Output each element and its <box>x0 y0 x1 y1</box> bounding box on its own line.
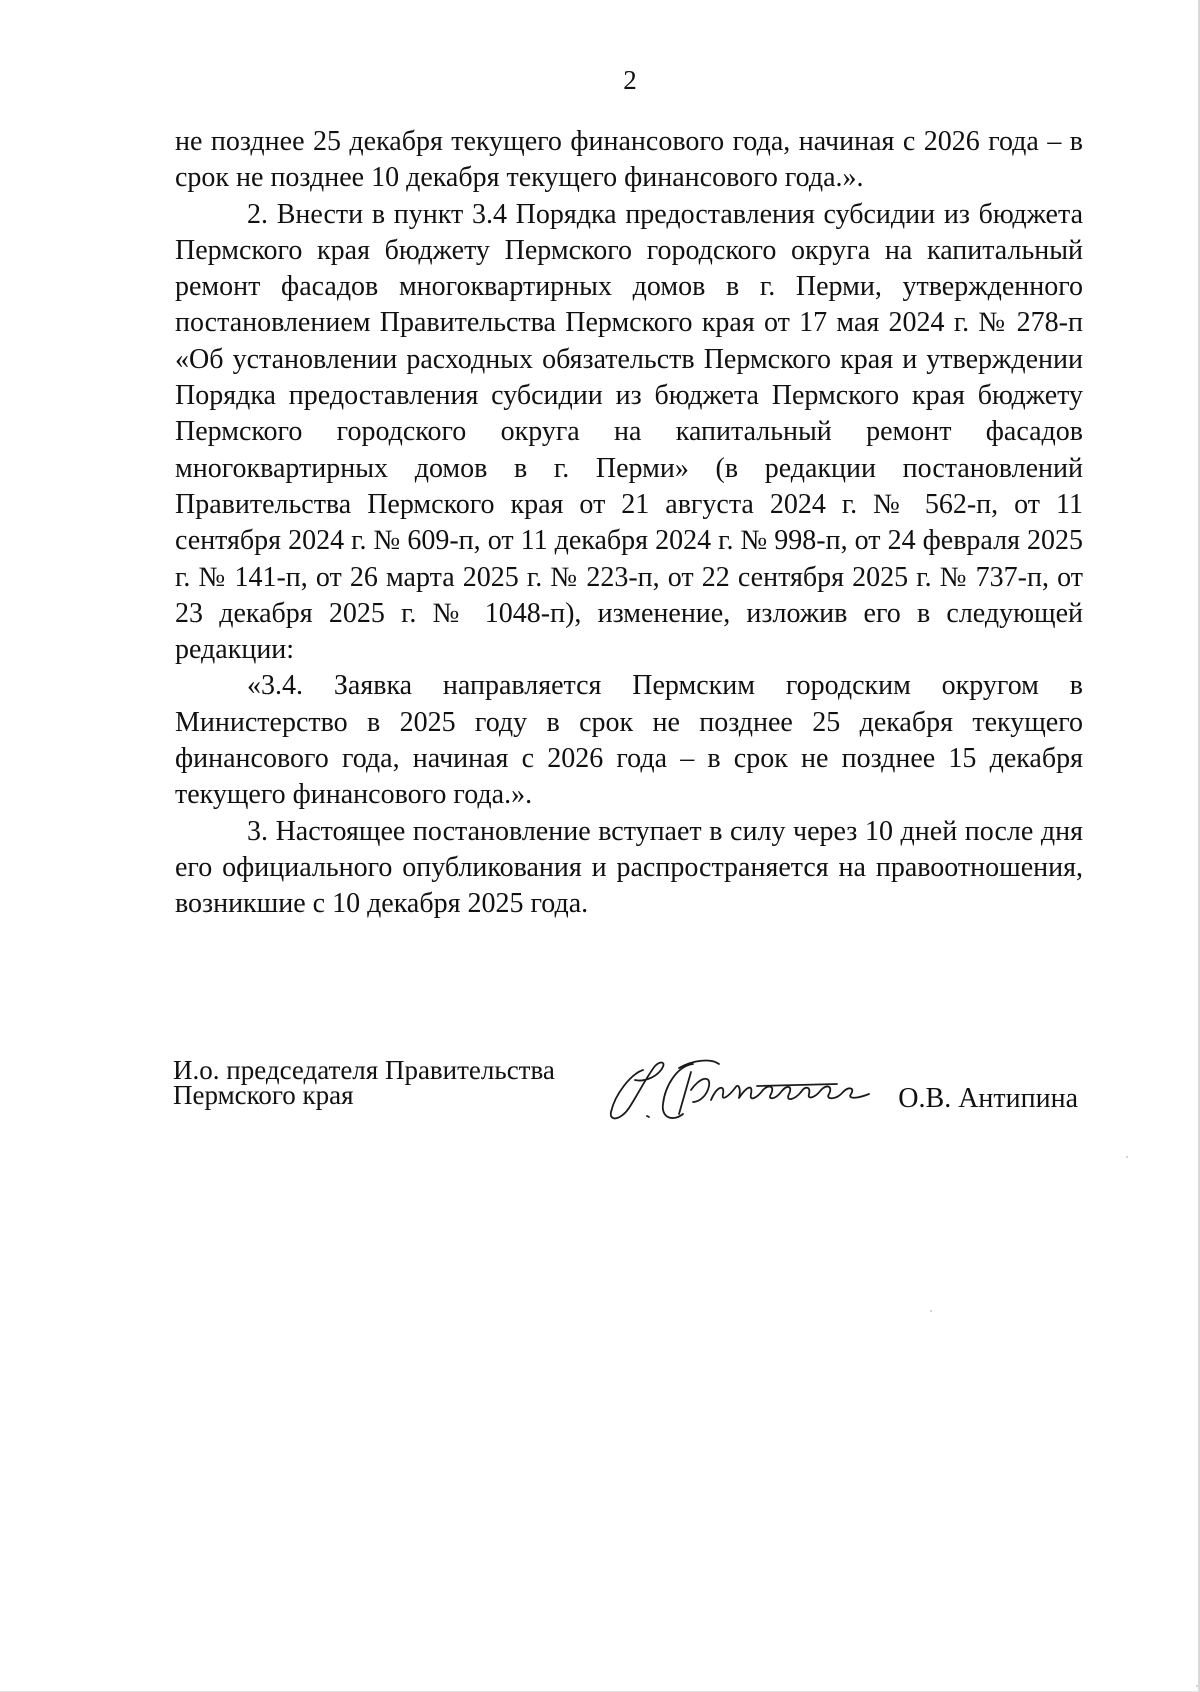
paragraph-quoted-3-4: «3.4. Заявка направляется Пермским городским округом в Министерство в 2025 году в срок не позднее 25 декабря текущего финансового года, начиная с 2026 года – в срок не позднее 15 декабря текущего финансового года.». <box>175 670 1083 811</box>
paragraph-continuation: не позднее 25 декабря текущего финансового года, начиная с 2026 года – в срок не позднее 10 декабря текущего финансового года.». <box>175 126 1083 194</box>
document-body <box>175 124 1083 923</box>
paragraph-item-2: 2. Внести в пункт 3.4 Порядка предоставления субсидии из бюджета Пермского края бюджету Пермского городского округа на капитальный ремонт фасадов многоквартирных домов в г. Перми, утвержденного постановлением Правительства Пермского края от 17 мая 2024 г. № 278-п «Об установлении расходных обязательств Пермского края и утверждении Порядка предоставления субсидии из бюджета Пермского края бюджету Пермского городского округа на капитальный ремонт фасадов многоквартирных домов в г. Перми» (в редакции постановлений Правительства Пермского края от 21 августа 2024 г. № 562-п, от 11 сентября 2024 г. № 609-п, от 11 декабря 2024 г. № 998-п, от 24 февраля 2025 г. № 141-п, от 26 марта 2025 г. № 223-п, от 22 сентября 2025 г. № 737-п, от 23 декабря 2025 г. № 1048-п), изменение, изложив его в следующей редакции: <box>175 198 1083 666</box>
paragraph-item-3: 3. Настоящее постановление вступает в силу через 10 дней после дня его официального опубликования и распространяется на правоотношения, возникшие с 10 декабря 2025 года. <box>175 815 1083 920</box>
scan-speck <box>1196 1685 1198 1687</box>
handwritten-signature <box>607 1056 897 1122</box>
page-number: 2 <box>623 65 637 95</box>
signature-block <box>173 1055 1083 1138</box>
signer-name: О.В. Антипина <box>898 1083 1078 1114</box>
scan-speck <box>930 1310 932 1312</box>
signer-title: И.о. председателя Правительства Пермского края <box>173 1055 555 1110</box>
scan-speck <box>1126 1156 1128 1158</box>
